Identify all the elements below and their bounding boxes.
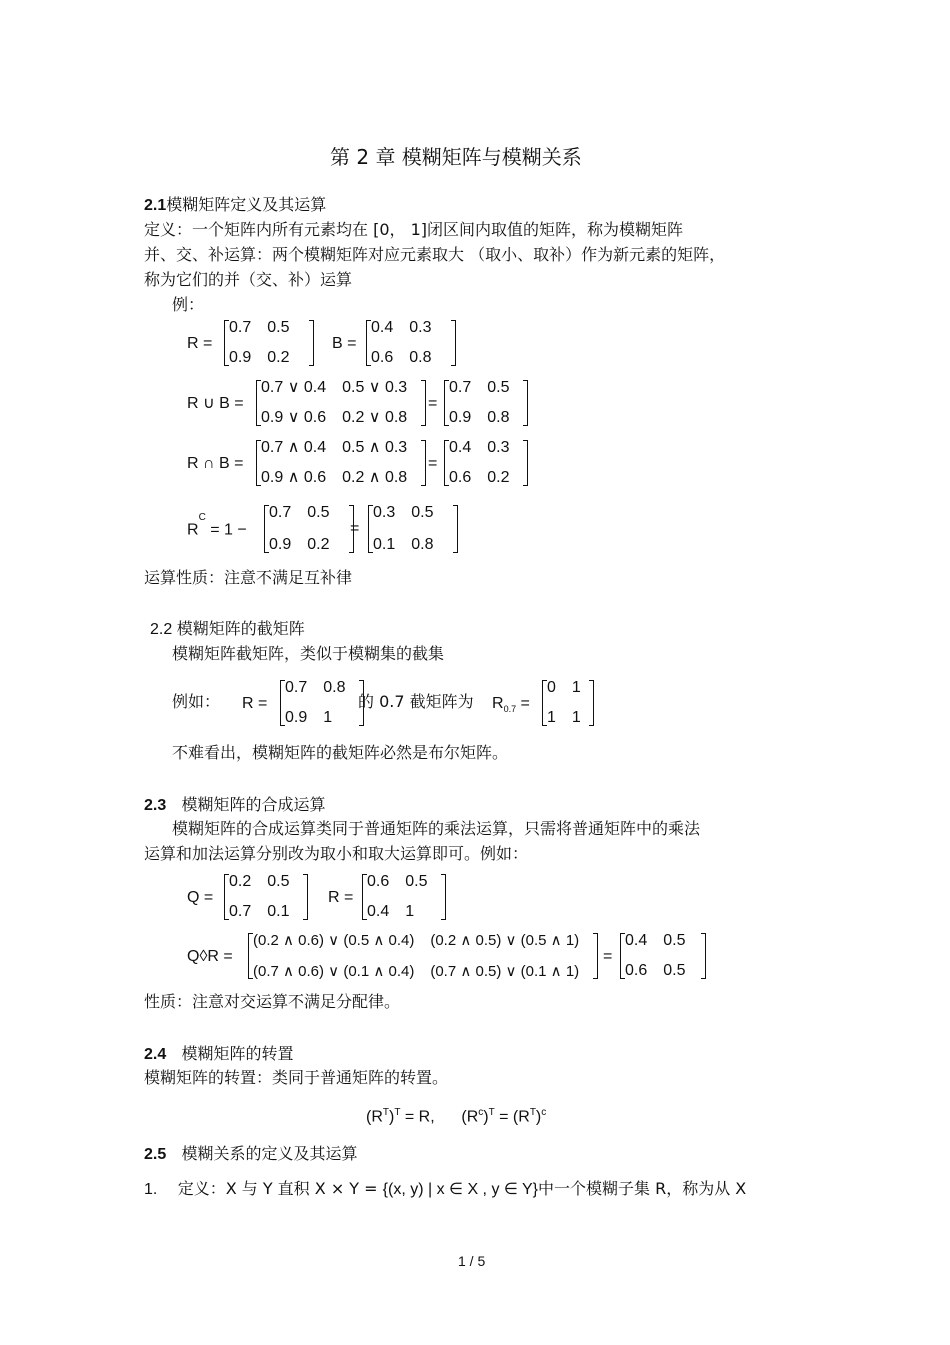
section-number: 2.1: [144, 197, 167, 214]
cut-mid-text: 的 0.7 截矩阵为: [358, 692, 474, 711]
cell: 1: [547, 709, 556, 726]
composition-line: 模糊矩阵的合成运算类同于普通矩阵的乘法运算，只需将普通矩阵中的乘法: [172, 819, 701, 838]
formula-part: = (R: [499, 1108, 530, 1126]
cell: 0.9: [449, 409, 472, 426]
cell: 0.8: [323, 679, 346, 696]
section-2-3-heading: [144, 797, 326, 814]
cell: 0.8: [409, 349, 432, 366]
property-line: 性质：注意对交运算不满足分配律。: [144, 992, 401, 1011]
formula-sup: T: [529, 1107, 536, 1118]
cell: 0.9: [269, 536, 292, 553]
formula-sup: T: [382, 1107, 389, 1118]
complement-label: [187, 512, 247, 539]
cell: 0.7: [285, 679, 308, 696]
transpose-formula: [366, 1108, 546, 1125]
matrix-r2: [362, 874, 446, 920]
cell: 0.1: [373, 536, 396, 553]
section-title: 模糊矩阵定义及其运算: [166, 195, 327, 214]
r-label: R =: [242, 695, 268, 712]
cell: 1: [571, 679, 581, 696]
matrix-complement-src: [264, 505, 354, 553]
cell: 0.9 ∨ 0.6: [261, 409, 327, 426]
intersection-label: R ∩ B =: [187, 455, 244, 472]
matrix-complement-result: [368, 505, 458, 553]
matrix-cut: [542, 680, 594, 726]
cell: 0.9 ∧ 0.6: [261, 469, 327, 486]
complement-sup: C: [198, 512, 206, 523]
r-cut-sub: 0.7: [503, 704, 517, 715]
matrix-union-expr: [256, 380, 426, 426]
cell: 0.9: [285, 709, 308, 726]
cell: 0.3: [373, 504, 396, 521]
cell: 0.5 ∧ 0.3: [342, 439, 408, 456]
cell: 0.7: [449, 379, 472, 396]
cell: 0.6: [625, 962, 648, 979]
cell: 0.1: [267, 903, 290, 920]
formula-sup: T: [488, 1107, 495, 1118]
cell: (0.7 ∧ 0.6) ∨ (0.1 ∧ 0.4): [253, 963, 415, 980]
cell: (0.2 ∧ 0.5) ∨ (0.5 ∧ 1): [430, 932, 580, 949]
matrix-b: [366, 320, 456, 366]
cell: 0.4: [625, 932, 648, 949]
matrix-intersection-result: [444, 440, 528, 486]
section-title: 模糊矩阵的合成运算: [181, 795, 326, 814]
cell: 0.5: [663, 932, 686, 949]
section-number: 2.3: [144, 797, 167, 814]
cell: 0.6: [449, 469, 472, 486]
cell: 0.2 ∧ 0.8: [342, 469, 408, 486]
equals-sign: =: [350, 520, 360, 537]
cell: 1: [571, 709, 581, 726]
cell: 0.8: [411, 536, 434, 553]
cell: 0.5: [411, 504, 434, 521]
cell: 0.6: [371, 349, 394, 366]
b-label: B =: [332, 335, 357, 352]
cell: 0.8: [487, 409, 510, 426]
cell: 0.5 ∨ 0.3: [342, 379, 408, 396]
cell: 0.6: [367, 873, 390, 890]
cartesian-set: {(x, y) | x ∈ X , y ∈ Y}: [382, 1181, 538, 1198]
complement-eq: = 1 −: [210, 521, 247, 539]
r-cut-eq: =: [520, 695, 530, 712]
r-cut-label: [492, 696, 530, 714]
cell: (0.2 ∧ 0.6) ∨ (0.5 ∧ 0.4): [253, 932, 415, 949]
cell: 0.5: [405, 873, 428, 890]
cell: 0.7 ∧ 0.4: [261, 439, 327, 456]
cell: 0.7: [229, 319, 252, 336]
equals-sign: =: [603, 948, 613, 965]
cell: (0.7 ∧ 0.5) ∨ (0.1 ∧ 1): [430, 963, 580, 980]
r-cut-r: R: [492, 695, 504, 712]
section-number: 2.4: [144, 1046, 167, 1063]
r-label: R =: [328, 889, 354, 906]
relation-definition: [144, 1181, 746, 1198]
cell: 0.2 ∨ 0.8: [342, 409, 408, 426]
cell: 0.3: [487, 439, 510, 456]
property-line: 运算性质：注意不满足互补律: [144, 568, 353, 587]
matrix-intersection-expr: [256, 440, 426, 486]
matrix-r-cut-src: [280, 680, 364, 726]
transpose-line: 模糊矩阵的转置：类同于普通矩阵的转置。: [144, 1068, 449, 1087]
formula-part: (R: [366, 1108, 383, 1126]
cell: 0.4: [449, 439, 472, 456]
cell: 0: [547, 679, 556, 696]
matrix-composition-expr: [248, 933, 598, 979]
formula-part: = R,: [404, 1108, 435, 1126]
cell: 0.2: [229, 873, 252, 890]
matrix-union-result: [444, 380, 528, 426]
page-number: 1 / 5: [458, 1253, 486, 1269]
section-title: 模糊矩阵的转置: [181, 1044, 294, 1063]
equals-sign: =: [428, 455, 438, 472]
example-label: 例如：: [172, 692, 221, 711]
cell: 0.4: [367, 903, 390, 920]
cell: 1: [405, 903, 415, 920]
equals-sign: =: [428, 395, 438, 412]
definition-line: 定义：一个矩阵内所有元素均在 [0， 1]闭区间内取值的矩阵，称为模糊矩阵: [144, 220, 684, 239]
composition-label: Q◊R =: [187, 948, 233, 965]
formula-part: ): [483, 1108, 489, 1126]
cell: 0.7: [269, 504, 292, 521]
formula-sup: c: [478, 1107, 484, 1118]
complement-r: R: [187, 521, 199, 539]
section-number: 2.5: [144, 1146, 167, 1163]
cell: 0.5: [267, 873, 290, 890]
union-label: R ∪ B =: [187, 395, 244, 412]
section-2-1-heading: [144, 197, 326, 214]
composition-line-2: 运算和加法运算分别改为取小和取大运算即可。例如：: [144, 844, 529, 863]
section-title: 模糊关系的定义及其运算: [181, 1144, 358, 1163]
cell: 1: [323, 709, 333, 726]
cell: 0.3: [409, 319, 432, 336]
cell: 0.5: [663, 962, 686, 979]
example-label: 例：: [172, 295, 205, 314]
section-2-4-heading: [144, 1046, 294, 1063]
operations-line-2: 称为它们的并（交、补）运算: [144, 270, 353, 289]
cut-intro: 模糊矩阵截矩阵，类似于模糊集的截集: [172, 644, 445, 663]
matrix-r: [224, 320, 314, 366]
item-text: 定义：X 与 Y 直积 X × Y =: [177, 1179, 378, 1198]
page-title: 第 2 章 模糊矩阵与模糊关系: [330, 145, 582, 169]
formula-sup: c: [541, 1107, 547, 1118]
formula-sup: T: [394, 1107, 401, 1118]
cut-conclusion: 不难看出，模糊矩阵的截矩阵必然是布尔矩阵。: [172, 743, 509, 762]
q-label: Q =: [187, 889, 214, 906]
operations-line: 并、交、补运算：两个模糊矩阵对应元素取大 （取小、取补）作为新元素的矩阵，: [144, 245, 726, 264]
item-number: 1.: [144, 1181, 158, 1198]
cell: 0.2: [267, 349, 290, 366]
matrix-q: [224, 874, 308, 920]
cell: 0.5: [267, 319, 290, 336]
matrix-composition-result: [620, 933, 706, 979]
cell: 0.2: [307, 536, 330, 553]
r-label: R =: [187, 335, 213, 352]
formula-part: (R: [461, 1108, 479, 1126]
cell: 0.5: [487, 379, 510, 396]
section-2-2-heading: 2.2 模糊矩阵的截矩阵: [150, 621, 305, 638]
formula-part: ): [389, 1108, 395, 1126]
cell: 0.2: [487, 469, 510, 486]
cell: 0.7 ∨ 0.4: [261, 379, 327, 396]
cell: 0.9: [229, 349, 252, 366]
cell: 0.7: [229, 903, 252, 920]
section-2-5-heading: [144, 1146, 358, 1163]
cell: 0.5: [307, 504, 330, 521]
formula-part: ): [535, 1108, 542, 1126]
cell: 0.4: [371, 319, 394, 336]
item-text: 中一个模糊子集 R，称为从 X: [538, 1179, 747, 1198]
